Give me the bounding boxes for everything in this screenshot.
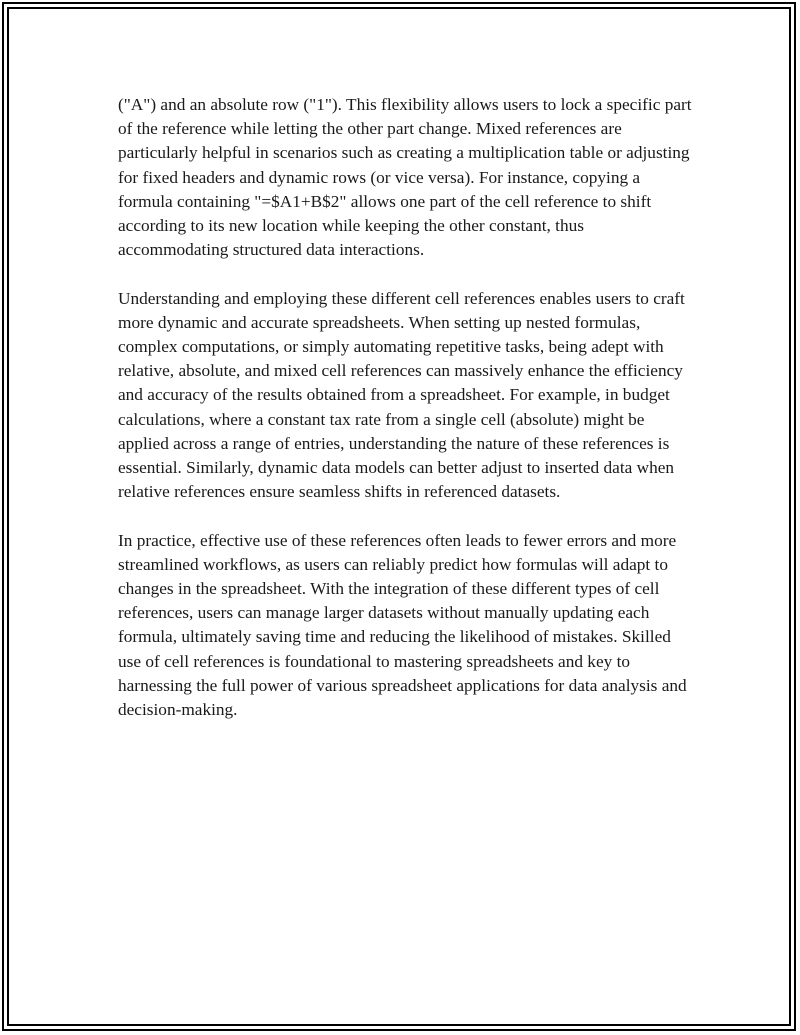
paragraph-in-practice: In practice, effective use of these references often leads to fewer errors and more streamlined workflows, as users can reliably predict how formulas will adapt to changes in the spreadsheet. With the integration of these different types of cell references, users can manage larger datasets without manually updating each formula, ultimately saving time and reducing the likelihood of mistakes. Skilled use of cell references is foundational to mastering spreadsheets and key to harnessing the full power of various spreadsheet applications for data analysis and decision-making. <box>118 530 687 720</box>
document-body <box>118 93 692 746</box>
paragraph-understanding-references: Understanding and employing these different cell references enables users to craft more dynamic and accurate spreadsheets. When setting up nested formulas, complex computations, or simply automating repetitive tasks, being adept with relative, absolute, and mixed cell references can massively enhance the efficiency and accuracy of the results obtained from a spreadsheet. For example, in budget calculations, where a constant tax rate from a single cell (absolute) might be applied across a range of entries, understanding the nature of these references is essential. Similarly, dynamic data models can better adjust to inserted data when relative references ensure seamless shifts in referenced datasets. <box>118 288 685 502</box>
paragraph-mixed-references: ("A") and an absolute row ("1"). This flexibility allows users to lock a specific part of the reference while letting the other part change. Mixed references are particularly helpful in scenarios such as creating a multiplication table or adjusting for fixed headers and dynamic rows (or vice versa). For instance, copying a formula containing "=$A1+B$2" allows one part of the cell reference to shift according to its new location while keeping the other constant, thus accommodating structured data interactions. <box>118 95 692 260</box>
